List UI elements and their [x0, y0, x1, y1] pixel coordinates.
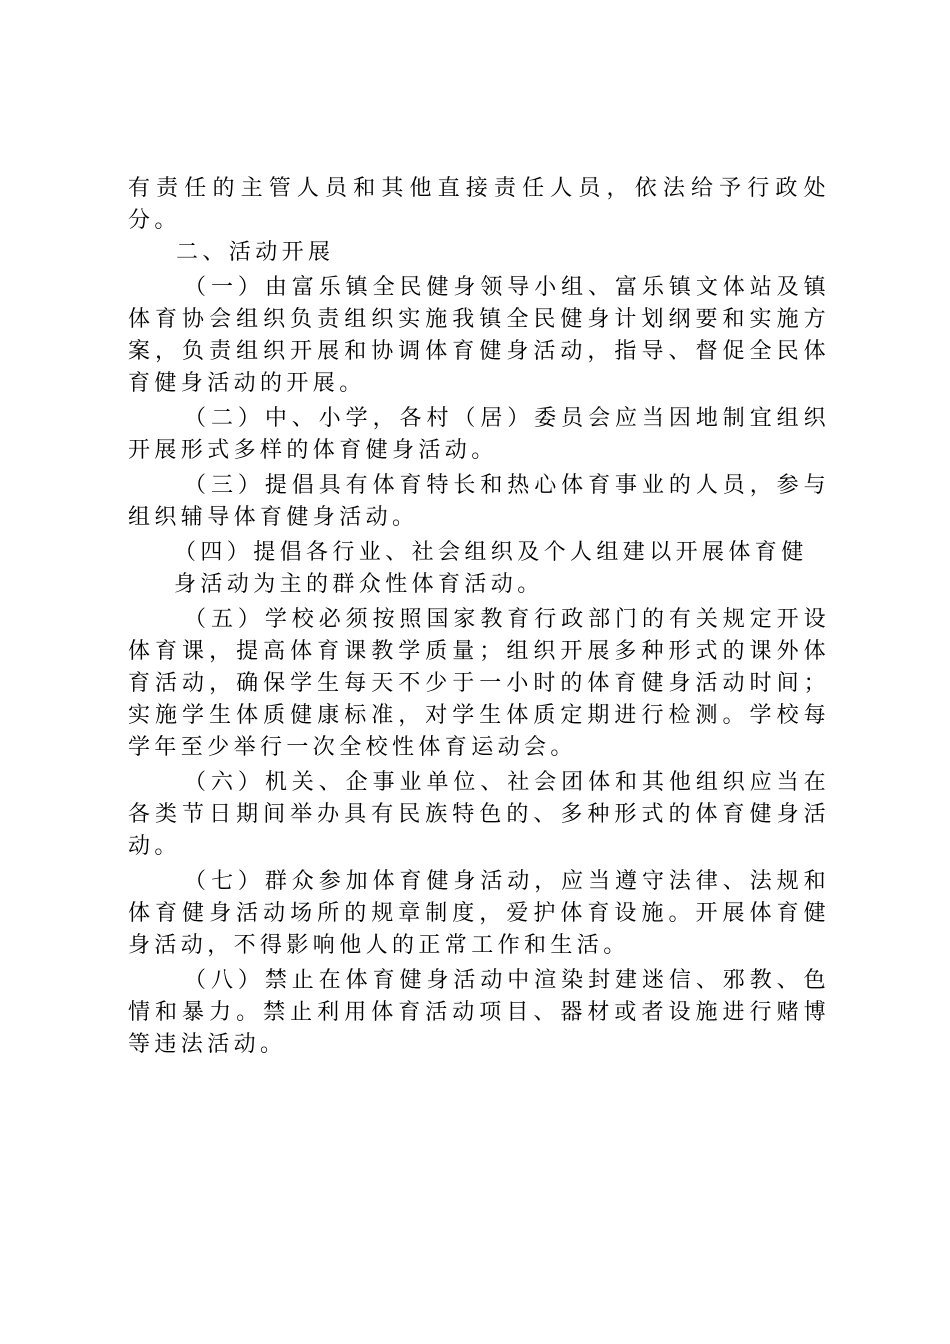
paragraph-item-2: （二）中、小学，各村（居）委员会应当因地制宜组织开展形式多样的体育健身活动。	[128, 406, 830, 463]
paragraph-item-5: （五）学校必须按照国家教育行政部门的有关规定开设体育课，提高体育课教学质量；组织开展多种形式的课外体育活动，确保学生每天不少于一小时的体育健身活动时间；实施学生体质健康标准，对学生体质定期进行检测。学校每学年至少举行一次全校性体育运动会。	[128, 607, 830, 760]
paragraph-continuation: 有责任的主管人员和其他直接责任人员，依法给予行政处分。	[128, 176, 830, 233]
paragraph-item-6: （六）机关、企事业单位、社会团体和其他组织应当在各类节日期间举办具有民族特色的、多种形式的体育健身活动。	[128, 770, 830, 859]
paragraph-item-4-line-1: （四）提倡各行业、社会组织及个人组建以开展体育健	[174, 540, 808, 565]
paragraph-item-1: （一）由富乐镇全民健身领导小组、富乐镇文体站及镇体育协会组织负责组织实施我镇全民健身计划纲要和实施方案，负责组织开展和协调体育健身活动，指导、督促全民体育健身活动的开展。	[128, 275, 830, 396]
paragraph-item-8: （八）禁止在体育健身活动中渲染封建迷信、邪教、色情和暴力。禁止利用体育活动项目、器材或者设施进行赌博等违法活动。	[128, 968, 830, 1057]
document-body	[128, 173, 830, 1061]
paragraph-item-7: （七）群众参加体育健身活动，应当遵守法律、法规和体育健身活动场所的规章制度，爱护体育设施。开展体育健身活动，不得影响他人的正常工作和生活。	[128, 869, 830, 958]
section-heading: 二、活动开展	[176, 240, 335, 265]
paragraph-item-4-line-2: 身活动为主的群众性体育活动。	[174, 572, 544, 597]
paragraph-item-3: （三）提倡具有体育特长和热心体育事业的人员，参与组织辅导体育健身活动。	[128, 473, 830, 530]
